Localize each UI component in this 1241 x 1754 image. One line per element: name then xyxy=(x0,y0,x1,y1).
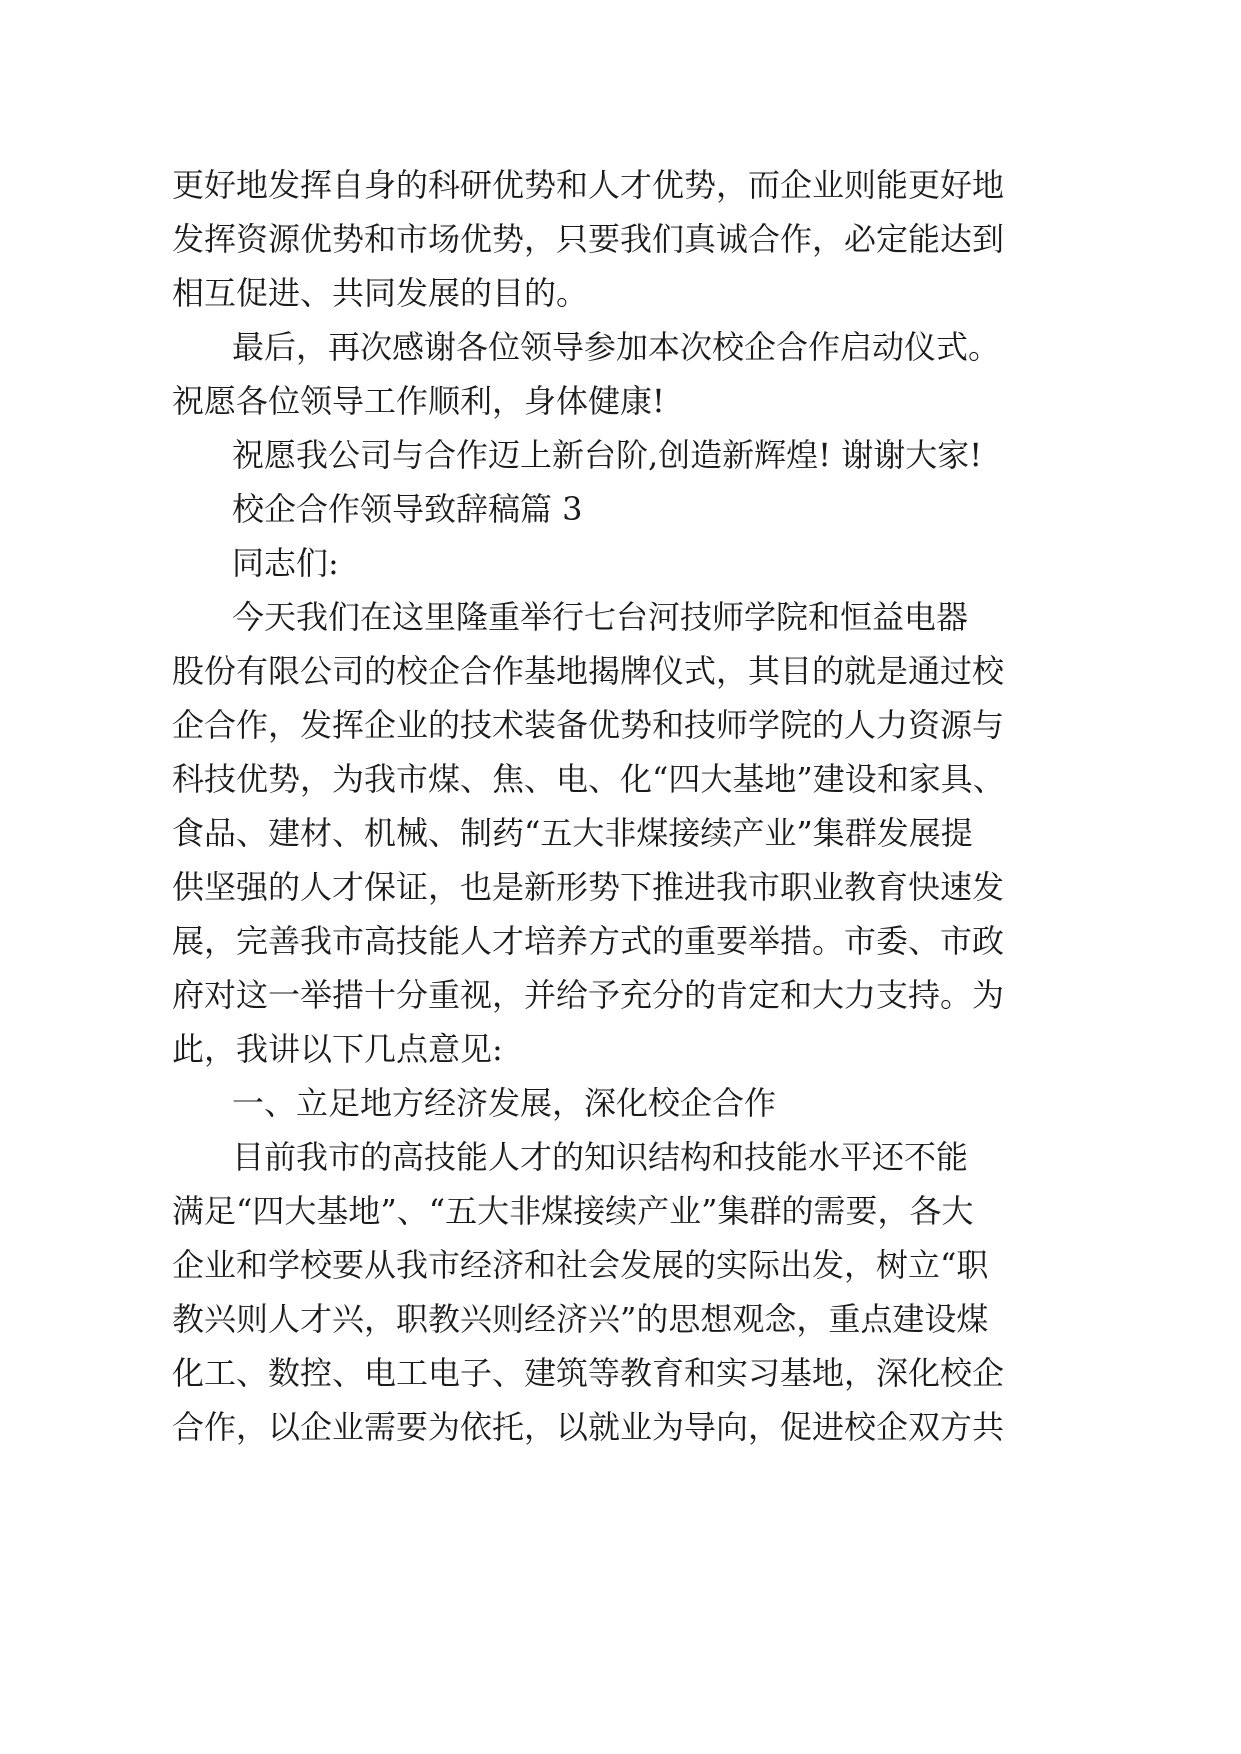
text-line: 祝愿我公司与合作迈上新台阶,创造新辉煌! 谢谢大家! xyxy=(232,436,983,474)
text-line: 食品、建材、机械、制药“五大非煤接续产业”集群发展提 xyxy=(172,814,973,852)
text-line: 化工、数控、电工电子、建筑等教育和实习基地，深化校企 xyxy=(172,1354,1005,1392)
text-line: 企合作，发挥企业的技术装备优势和技师学院的人力资源与 xyxy=(172,706,1005,744)
text-line: 最后，再次感谢各位领导参加本次校企合作启动仪式。 xyxy=(232,328,1001,366)
text-line: 合作，以企业需要为依托，以就业为导向，促进校企双方共 xyxy=(172,1408,1005,1446)
text-line: 企业和学校要从我市经济和社会发展的实际出发，树立“职 xyxy=(172,1246,989,1284)
text-line: 展，完善我市高技能人才培养方式的重要举措。市委、市政 xyxy=(172,922,1005,960)
salutation: 同志们: xyxy=(232,544,339,582)
text-line: 供坚强的人才保证，也是新形势下推进我市职业教育快速发 xyxy=(172,868,1005,906)
text-line: 祝愿各位领导工作顺利，身体健康! xyxy=(172,382,665,420)
text-line: 发挥资源优势和市场优势，只要我们真诚合作，必定能达到 xyxy=(172,220,1005,258)
text-line: 府对这一举措十分重视，并给予充分的肯定和大力支持。为 xyxy=(172,976,1005,1014)
text-line: 更好地发挥自身的科研优势和人才优势，而企业则能更好地 xyxy=(172,166,1005,204)
text-line: 股份有限公司的校企合作基地揭牌仪式，其目的就是通过校 xyxy=(172,652,1005,690)
text-line: 目前我市的高技能人才的知识结构和技能水平还不能 xyxy=(232,1138,969,1176)
subheading: 一、立足地方经济发展，深化校企合作 xyxy=(232,1084,777,1122)
text-line: 满足“四大基地”、“五大非煤接续产业”集群的需要，各大 xyxy=(172,1192,974,1230)
text-line: 此，我讲以下几点意见: xyxy=(172,1030,503,1068)
text-line: 科技优势，为我市煤、焦、电、化“四大基地”建设和家具、 xyxy=(172,760,1005,798)
text-line: 相互促进、共同发展的目的。 xyxy=(172,274,589,312)
text-line: 教兴则人才兴，职教兴则经济兴”的思想观念，重点建设煤 xyxy=(172,1300,989,1338)
section-heading: 校企合作领导致辞稿篇 3 xyxy=(232,490,583,528)
text-line: 今天我们在这里隆重举行七台河技师学院和恒益电器 xyxy=(232,598,969,636)
